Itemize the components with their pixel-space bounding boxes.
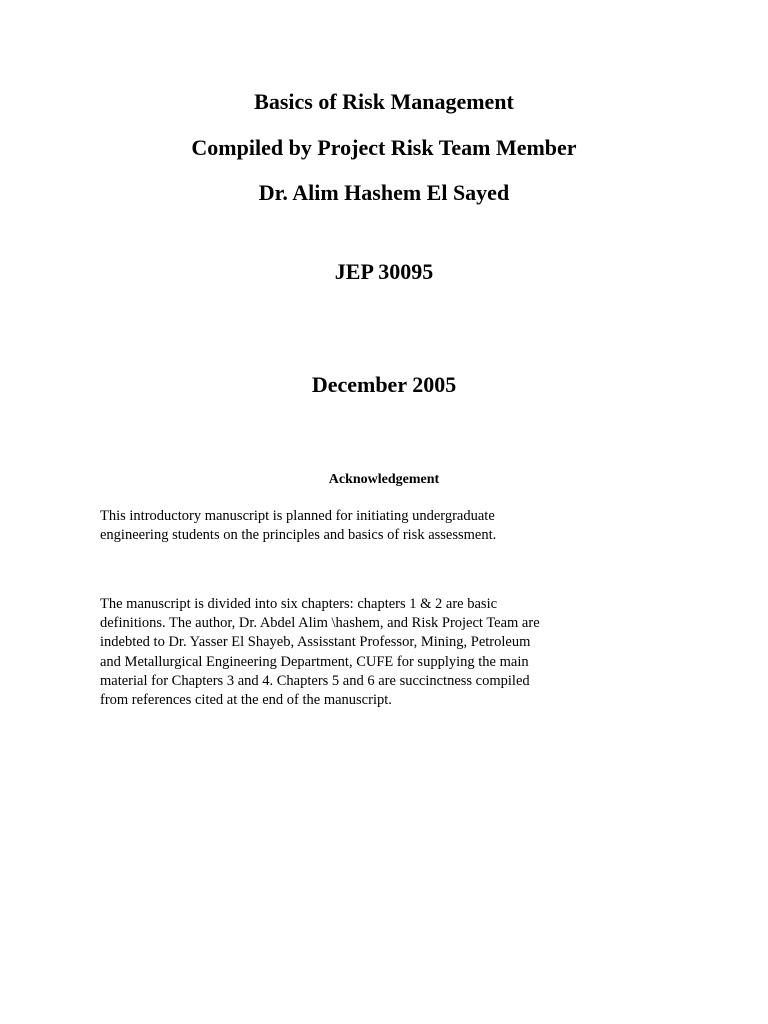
paragraph-line: from references cited at the end of the manuscript.: [100, 692, 392, 709]
author-name: Dr. Alim Hashem El Sayed: [258, 180, 510, 205]
paragraph-line: definitions. The author, Dr. Abdel Alim \hashem, and Risk Project Team are: [100, 615, 540, 632]
acknowledgement-paragraph-2: [100, 595, 680, 710]
paragraph-line: The manuscript is divided into six chapters: chapters 1 & 2 are basic: [100, 596, 498, 612]
paragraph-line: engineering students on the principles and basics of risk assessment.: [100, 527, 497, 544]
paragraph-line: material for Chapters 3 and 4. Chapters 5 and 6 are succinctness compiled: [100, 672, 530, 689]
acknowledgement-paragraph-1: [100, 507, 680, 545]
paragraph-line: and Metallurgical Engineering Department, CUFE for supplying the main: [100, 653, 529, 670]
project-code: JEP 30095: [334, 259, 434, 284]
paragraph-line: This introductory manuscript is planned for initiating undergraduate: [100, 508, 495, 524]
document-title: Basics of Risk Management: [254, 89, 514, 114]
compiled-by-line: Compiled by Project Risk Team Member: [191, 135, 577, 160]
paragraph-line: indebted to Dr. Yasser El Shayeb, Assisstant Professor, Mining, Petroleum: [100, 634, 531, 651]
acknowledgement-heading: Acknowledgement: [328, 472, 440, 487]
document-date: December 2005: [311, 372, 457, 397]
